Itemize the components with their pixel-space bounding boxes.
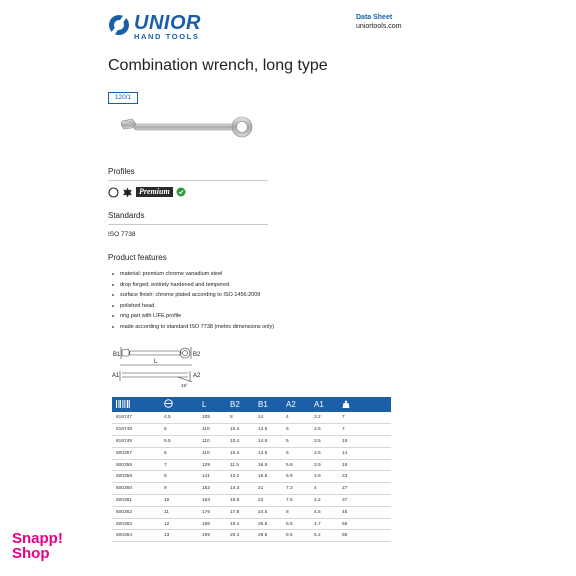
column-header: A1 — [310, 397, 338, 412]
feature-item: ring part with LIFE profile — [112, 311, 274, 322]
table-cell: 3.9 — [310, 471, 338, 483]
table-cell: 12 — [160, 518, 198, 530]
table-cell: 5.2 — [310, 530, 338, 542]
table-cell: 8 — [160, 471, 198, 483]
table-cell: 3.5 — [310, 447, 338, 459]
table-cell: 4.7 — [310, 518, 338, 530]
table-cell: 68 — [338, 530, 391, 542]
snappshop-watermark — [12, 531, 63, 561]
table-cell: 7 — [338, 412, 391, 424]
unior-logo — [108, 12, 218, 42]
table-cell: 6 — [160, 447, 198, 459]
feature-item: surface finish: chrome plated according to ISO 1456:2009 — [112, 290, 274, 301]
table-cell: 16.5 — [254, 459, 282, 471]
table-cell: 17.8 — [226, 506, 254, 518]
table-cell: 14.5 — [254, 436, 282, 448]
table-row — [112, 412, 391, 424]
table-cell: 600358 — [112, 459, 160, 471]
table-cell: 15 — [338, 436, 391, 448]
diagram-label-angle: 15° — [181, 383, 188, 388]
star-profile-icon — [122, 187, 133, 198]
table-cell: 20.4 — [226, 530, 254, 542]
table-cell: 3.2 — [310, 412, 338, 424]
table-row — [112, 447, 391, 459]
datasheet-label: Data Sheet — [356, 14, 393, 21]
table-cell: 13.2 — [226, 471, 254, 483]
column-header: B2 — [226, 397, 254, 412]
table-cell: 23 — [338, 471, 391, 483]
table-row — [112, 436, 391, 448]
table-cell: 14.5 — [254, 447, 282, 459]
table-cell: 26.5 — [254, 518, 282, 530]
table-cell: 4.5 — [310, 506, 338, 518]
spec-table-header — [112, 397, 391, 412]
table-cell: 21 — [254, 483, 282, 495]
column-header: A2 — [282, 397, 310, 412]
product-title: Combination wrench, long type — [108, 57, 328, 74]
table-cell: 14 — [338, 447, 391, 459]
diagram-label-a2: A2 — [193, 373, 201, 379]
table-row — [112, 506, 391, 518]
table-cell: 110 — [198, 447, 226, 459]
features-heading: Product features — [108, 253, 167, 262]
table-cell: 129 — [198, 459, 226, 471]
table-cell: 600360 — [112, 483, 160, 495]
table-row — [112, 459, 391, 471]
diagram-label-a1: A1 — [112, 373, 120, 379]
column-header: L — [198, 397, 226, 412]
table-cell: 45 — [338, 506, 391, 518]
diagram-label-b2: B2 — [193, 352, 201, 358]
table-cell: 105 — [198, 412, 226, 424]
table-cell: 199 — [198, 530, 226, 542]
table-cell: 5 — [160, 424, 198, 436]
brand-tagline: HAND TOOLS — [134, 32, 200, 41]
table-cell: 9 — [160, 483, 198, 495]
table-cell: 24.5 — [254, 506, 282, 518]
table-cell: 6.9 — [282, 471, 310, 483]
standards-heading: Standards — [108, 211, 145, 220]
table-cell: 10 — [160, 495, 198, 507]
feature-item: made according to standard ISO 7738 (metric dimensions only) — [112, 322, 274, 333]
table-cell: 3.9 — [310, 459, 338, 471]
table-cell: 3.5 — [310, 424, 338, 436]
table-cell: 11.5 — [226, 459, 254, 471]
unior-logo-icon — [108, 14, 130, 36]
table-cell: 8 — [282, 506, 310, 518]
ring-profile-icon — [108, 187, 119, 198]
column-header: B1 — [254, 397, 282, 412]
table-cell: 27 — [338, 483, 391, 495]
table-cell: 19.4 — [226, 518, 254, 530]
table-cell: 616747 — [112, 412, 160, 424]
table-row — [112, 424, 391, 436]
table-cell: 7.3 — [282, 483, 310, 495]
table-cell: 10.4 — [226, 424, 254, 436]
standards-divider — [108, 224, 268, 225]
table-row — [112, 518, 391, 530]
weight-column-header — [338, 397, 391, 412]
table-cell: 600363 — [112, 518, 160, 530]
table-cell: 55 — [338, 518, 391, 530]
table-cell: 5 — [282, 424, 310, 436]
table-cell: 8.5 — [282, 530, 310, 542]
profiles-row — [108, 186, 186, 198]
feature-item: drop forged, entirely hardened and tempered — [112, 280, 274, 291]
table-cell: 8 — [226, 412, 254, 424]
standard-value: ISO 7738 — [108, 231, 136, 238]
barcode-icon — [116, 400, 130, 408]
brand-name: UNIOR — [134, 12, 201, 34]
table-row — [112, 530, 391, 542]
table-cell: 15 — [338, 459, 391, 471]
table-cell: 141 — [198, 471, 226, 483]
table-cell: 5.5 — [160, 436, 198, 448]
table-cell: 10.4 — [226, 447, 254, 459]
table-cell: 8.5 — [282, 518, 310, 530]
table-cell: 15.9 — [226, 495, 254, 507]
table-cell: 14 — [254, 412, 282, 424]
table-cell: 7 — [160, 459, 198, 471]
spec-table — [112, 397, 391, 542]
table-cell: 37 — [338, 495, 391, 507]
table-cell: 600364 — [112, 530, 160, 542]
table-cell: 600361 — [112, 495, 160, 507]
diagram-label-l: L — [154, 359, 158, 365]
table-cell: 4.2 — [310, 495, 338, 507]
feature-item: material: premium chrome vanadium steel — [112, 269, 274, 280]
table-cell: 7 — [338, 424, 391, 436]
watermark-line-2: Shop — [12, 545, 50, 562]
table-cell: 152 — [198, 483, 226, 495]
table-cell: 4.5 — [160, 412, 198, 424]
table-cell: 11 — [160, 506, 198, 518]
table-cell: 600357 — [112, 447, 160, 459]
table-cell: 7.5 — [282, 495, 310, 507]
table-cell: 186 — [198, 518, 226, 530]
table-cell: 110 — [198, 424, 226, 436]
table-cell: 5.8 — [282, 459, 310, 471]
table-cell: 600362 — [112, 506, 160, 518]
table-cell: 4 — [282, 412, 310, 424]
watermark-line-1: Snapp! — [12, 530, 63, 547]
green-shield-icon — [176, 187, 186, 197]
barcode-column-header — [112, 397, 160, 412]
table-cell: 14.3 — [226, 483, 254, 495]
table-cell: 13 — [160, 530, 198, 542]
profiles-divider — [108, 180, 268, 181]
spec-table-body — [112, 412, 391, 542]
table-cell: 163 — [198, 495, 226, 507]
table-cell: 3.5 — [310, 436, 338, 448]
product-code-badge: 120/1 — [108, 92, 138, 104]
size-column-header — [160, 397, 198, 412]
table-row — [112, 471, 391, 483]
datasheet-site-link[interactable]: uniortools.com — [356, 23, 402, 30]
table-cell: 110 — [198, 436, 226, 448]
table-cell: 4 — [310, 483, 338, 495]
table-row — [112, 495, 391, 507]
table-cell: 616749 — [112, 436, 160, 448]
diagram-label-b1: B1 — [113, 352, 121, 358]
table-row — [112, 483, 391, 495]
table-cell: 10.4 — [226, 436, 254, 448]
premium-badge: Premium — [136, 187, 173, 197]
features-list — [112, 269, 274, 333]
table-cell: 5 — [282, 447, 310, 459]
wrench-product-image — [120, 115, 255, 141]
table-cell: 14.5 — [254, 424, 282, 436]
table-cell: 5 — [282, 436, 310, 448]
size-icon — [164, 399, 173, 408]
table-cell: 18.5 — [254, 471, 282, 483]
table-cell: 616748 — [112, 424, 160, 436]
datasheet-header — [356, 13, 402, 31]
dimension-diagram — [112, 344, 204, 388]
feature-item: polished head — [112, 301, 274, 312]
table-cell: 29.5 — [254, 530, 282, 542]
weight-icon — [342, 400, 350, 408]
profiles-heading: Profiles — [108, 167, 135, 176]
table-cell: 23 — [254, 495, 282, 507]
table-cell: 600359 — [112, 471, 160, 483]
table-cell: 176 — [198, 506, 226, 518]
